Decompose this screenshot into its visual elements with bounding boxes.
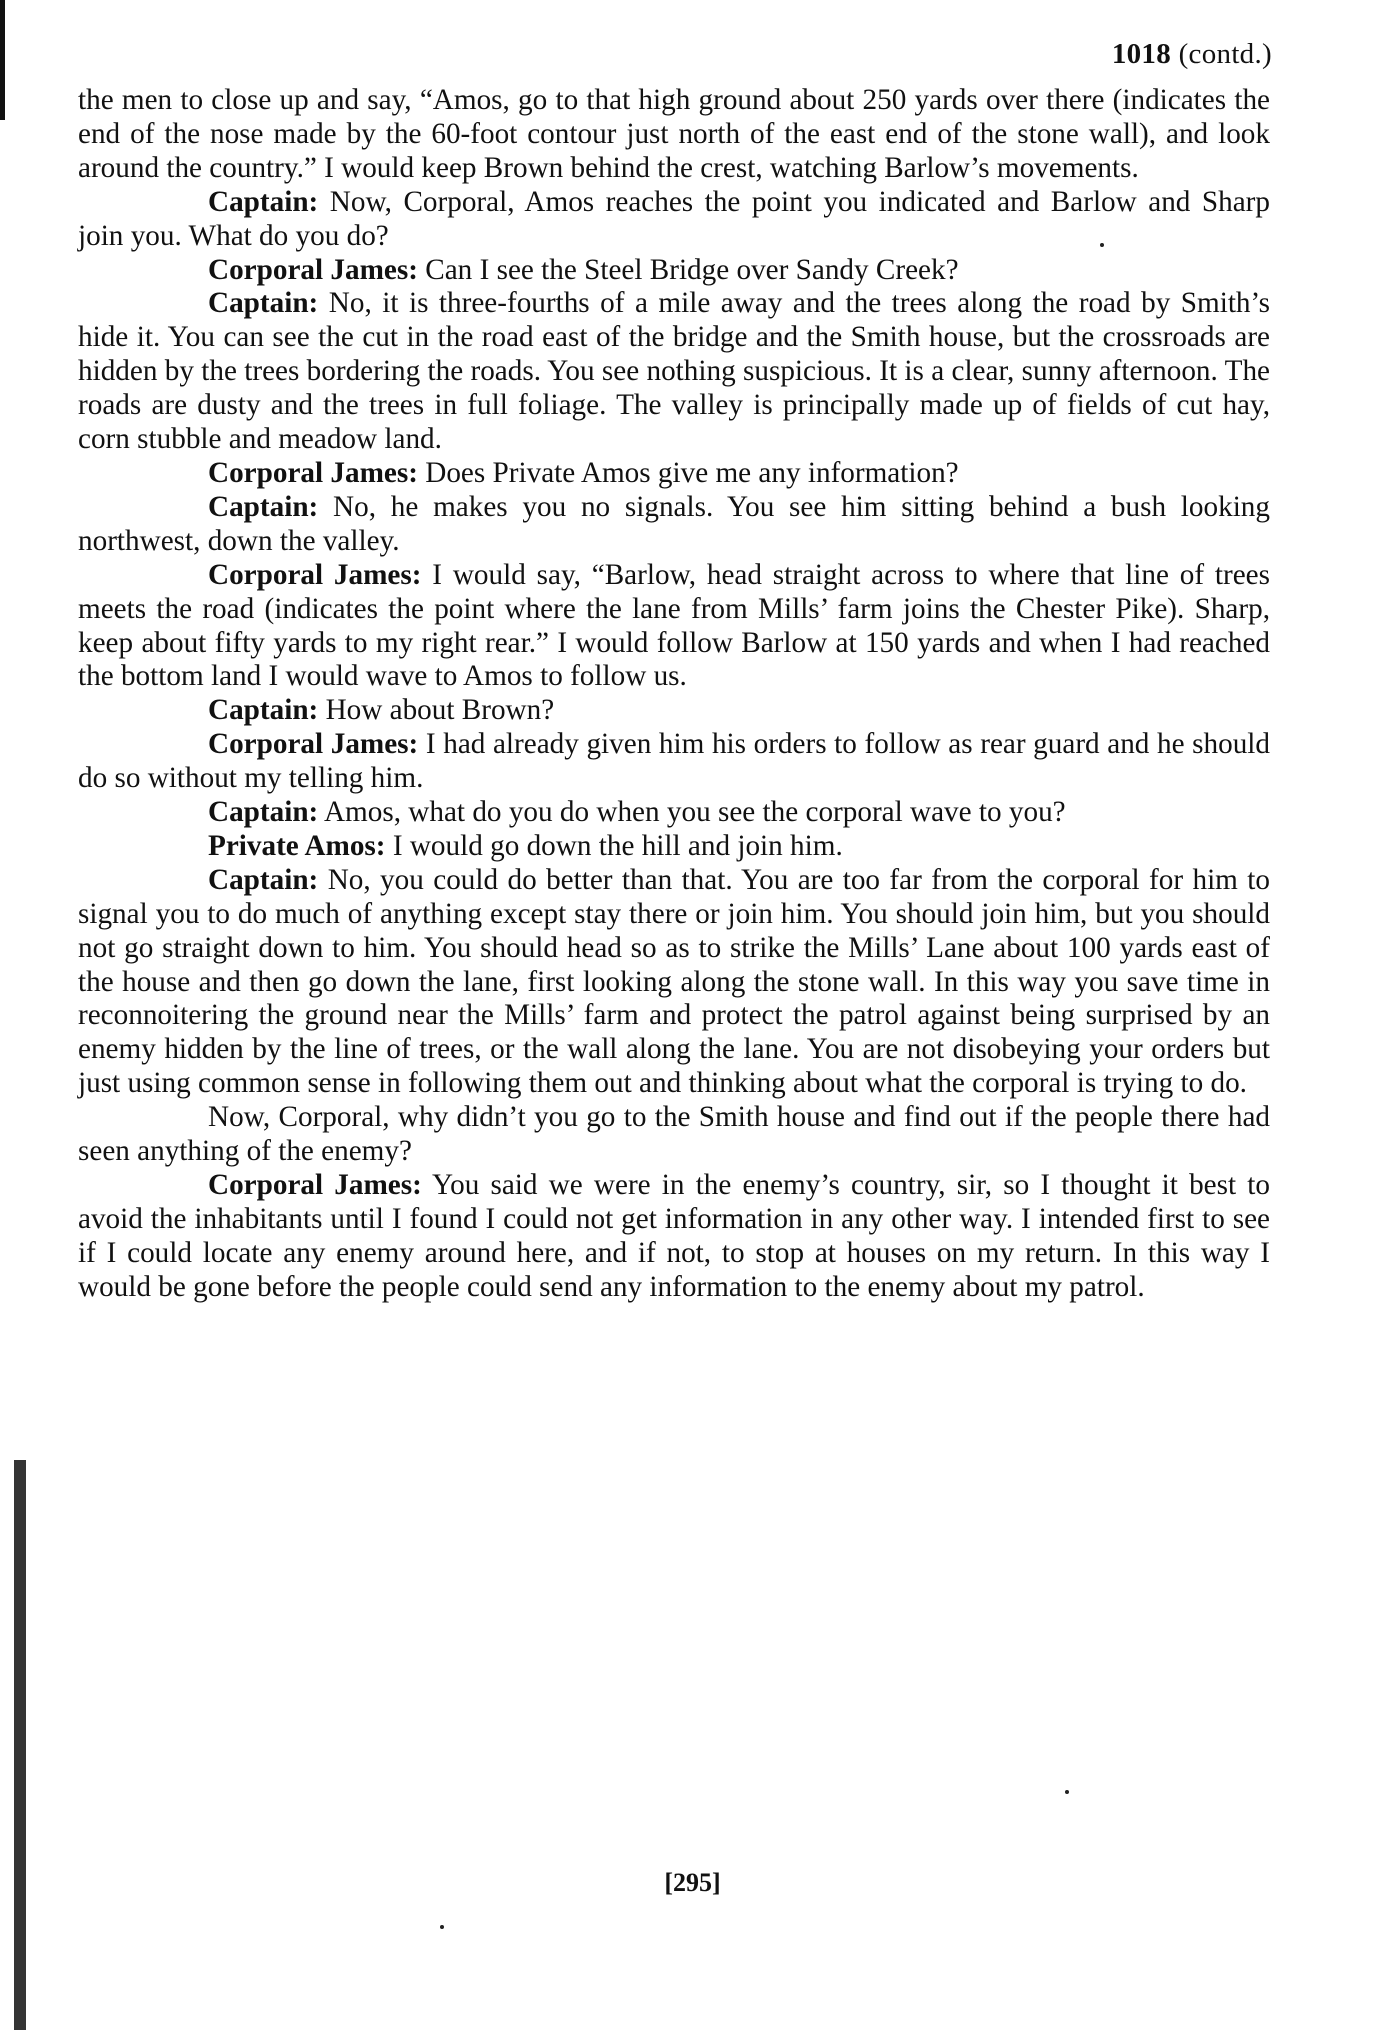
paragraph-9 bbox=[78, 796, 1270, 830]
paragraph-text: Amos, what do you do when you see the corporal wave to you? bbox=[323, 796, 1066, 829]
speaker-label: Captain: bbox=[208, 490, 319, 523]
paragraph-text: I would say, “Barlow, head straight across to where that line of trees meets the road (indicates the point where the lane from Mills’ farm joins the Chester Pike). Sharp, keep about fifty yards to my right rear.” I would follow Barlow at 150 yards and when I had reached the bottom land I would wave to Amos to follow us. bbox=[78, 558, 1270, 693]
paragraph-text: Can I see the Steel Bridge over Sandy Creek? bbox=[425, 253, 959, 286]
page-number: [295] bbox=[664, 1868, 721, 1897]
paragraph-text: Does Private Amos give me any information? bbox=[425, 456, 959, 489]
paragraph-text: No, he makes you no signals. You see him sitting behind a bush looking northwest, down the valley. bbox=[78, 490, 1270, 557]
speaker-label: Corporal James: bbox=[208, 1169, 422, 1201]
paragraph-0 bbox=[78, 84, 1270, 186]
speaker-label: Private Amos: bbox=[208, 829, 386, 862]
paragraph-7 bbox=[78, 694, 1270, 728]
paragraph-3 bbox=[78, 287, 1270, 457]
paragraph-text: How about Brown? bbox=[325, 694, 555, 727]
speaker-label: Corporal James: bbox=[208, 456, 418, 489]
scan-speck bbox=[1100, 243, 1104, 247]
section-number: 1018 bbox=[1111, 38, 1172, 70]
page-header bbox=[1112, 38, 1272, 71]
paragraph-text: Now, Corporal, why didn’t you go to the Smith house and find out if the people there had seen anything of the enemy? bbox=[78, 1101, 1270, 1168]
paragraph-11 bbox=[78, 864, 1270, 1101]
paragraph-text: Now, Corporal, Amos reaches the point you indicated and Barlow and Sharp join you. What do you do? bbox=[78, 185, 1270, 252]
speaker-label: Captain: bbox=[208, 694, 319, 727]
speaker-label: Corporal James: bbox=[208, 558, 422, 591]
paragraph-6 bbox=[78, 559, 1270, 695]
paragraph-text: No, you could do better than that. You are too far from the corporal for him to signal you to do much of anything except stay there or join him. You should join him, but you should not go straight down to him. You should head so as to strike the Mills’ Lane about 100 yards east of the house and then go down the lane, first looking along the stone wall. In this way you save time in reconnoitering the ground near the Mills’ farm and protect the patrol against being surprised by an enemy hidden by the line of trees, or the wall along the lane. You are not disobeying your orders but just using common sense in following them out and thinking about what the corporal is trying to do. bbox=[78, 863, 1270, 1100]
paragraph-5 bbox=[78, 491, 1270, 559]
paragraph-1 bbox=[78, 186, 1270, 254]
paragraph-text: the men to close up and say, “Amos, go to that high ground about 250 yards over there (indicates the end of the nose made by the 60-foot contour just north of the east end of the stone wall), and look around the country.” I would keep Brown behind the crest, watching Barlow’s movements. bbox=[78, 84, 1270, 184]
speaker-label: Captain: bbox=[208, 185, 319, 218]
speaker-label: Corporal James: bbox=[208, 728, 419, 761]
paragraph-text: You said we were in the enemy’s country, sir, so I thought it best to avoid the inhabitants until I found I could not get information in any other way. I intended first to see if I could locate any enemy around here, and if not, to stop at houses on my return. In this way I would be gone before the people could send any information to the enemy about my patrol. bbox=[78, 1169, 1270, 1303]
scan-speck bbox=[440, 1925, 444, 1929]
scan-edge-mark-bottom bbox=[14, 1460, 26, 2030]
paragraph-4 bbox=[78, 457, 1270, 491]
speaker-label: Corporal James: bbox=[208, 253, 418, 286]
paragraph-2 bbox=[78, 254, 1270, 288]
speaker-label: Captain: bbox=[208, 796, 319, 829]
paragraph-8 bbox=[78, 728, 1270, 796]
body-text bbox=[78, 84, 1270, 1305]
paragraph-10 bbox=[78, 830, 1270, 864]
scan-speck bbox=[1065, 1790, 1069, 1794]
speaker-label: Captain: bbox=[208, 863, 319, 896]
paragraph-text: I had already given him his orders to follow as rear guard and he should do so without my telling him. bbox=[78, 728, 1271, 795]
scan-edge-mark-top bbox=[0, 0, 5, 120]
paragraph-text: I would go down the hill and join him. bbox=[392, 829, 843, 862]
paragraph-12 bbox=[78, 1101, 1270, 1169]
paragraph-text: No, it is three-fourths of a mile away and the trees along the road by Smith’s hide it. You can see the cut in the road east of the bridge and the Smith house, but the crossroads are hidden by the trees bordering the roads. You see nothing suspicious. It is a clear, sunny afternoon. The roads are dusty and the trees in full foliage. The valley is principally made up of fields of cut hay, corn stubble and meadow land. bbox=[78, 287, 1270, 456]
paragraph-13 bbox=[78, 1169, 1270, 1305]
speaker-label: Captain: bbox=[208, 287, 319, 320]
section-suffix: (contd.) bbox=[1178, 38, 1272, 70]
